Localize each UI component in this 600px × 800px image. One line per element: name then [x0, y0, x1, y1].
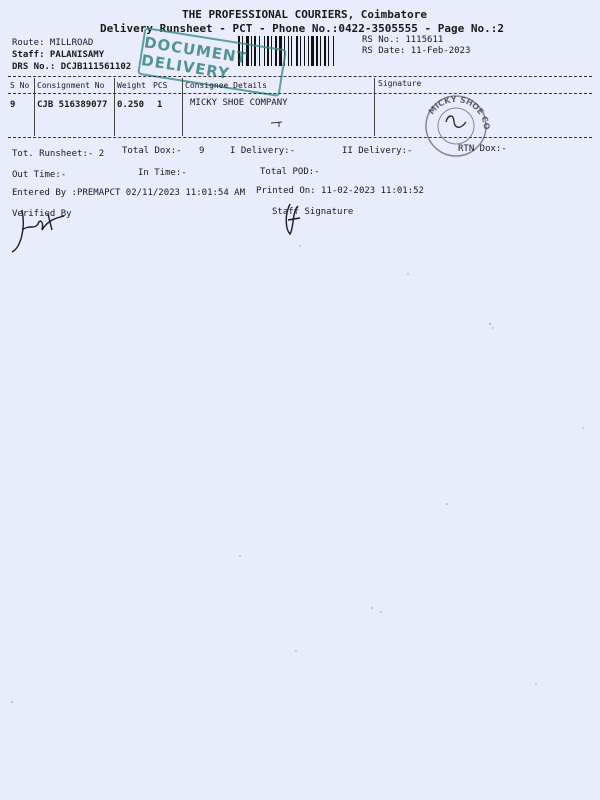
out-time: Out Time:- — [12, 170, 67, 180]
row-weight: 0.250 — [117, 100, 145, 110]
stamp-text: DOCUMENT DELIVERY — [140, 33, 249, 83]
runsheet-title: Delivery Runsheet - PCT - Phone No.:0422-3505555 - Page No.:2 — [100, 22, 504, 35]
staff-label: Staff: PALANISAMY — [12, 50, 105, 60]
verified-by: Verified By — [12, 209, 72, 219]
row-pcs: 1 — [157, 100, 163, 110]
total-runsheet: Tot. Runsheet:- 2 — [12, 149, 105, 159]
ii-delivery: II Delivery:- — [342, 146, 413, 156]
staff-signature-label: Staff Signature — [272, 207, 354, 217]
total-dox-label: Total Dox:- — [122, 146, 182, 156]
drs-number: DRS No.: DCJB111561102 — [12, 62, 132, 72]
entered-by: Entered By :PREMAPCT 02/11/2023 11:01:54 AM — [12, 188, 245, 198]
total-dox-value: 9 — [199, 146, 205, 156]
rtn-dox: RTN Dox:- — [458, 144, 507, 154]
row-details: MICKY SHOE COMPANY — [190, 98, 288, 108]
rs-date: RS Date: 11-Feb-2023 — [362, 46, 471, 56]
header-consignment: Consignment No — [37, 81, 105, 90]
header-pcs: PCS — [153, 81, 168, 90]
printed-on: Printed On: 11-02-2023 11:01:52 — [256, 186, 424, 196]
seal-text: MICKY SHOE CO — [426, 94, 492, 130]
in-time: In Time:- — [138, 168, 187, 178]
total-pod: Total POD:- — [260, 167, 320, 177]
company-title: THE PROFESSIONAL COURIERS, Coimbatore — [182, 8, 428, 21]
i-delivery: I Delivery:- — [230, 146, 296, 156]
header-signature: Signature — [378, 79, 422, 88]
header-sno: S No — [10, 81, 30, 90]
header-details: Consignee Details — [185, 81, 267, 90]
rs-number: RS No.: 1115611 — [362, 35, 444, 45]
row-sno: 9 — [10, 100, 16, 110]
route-label: Route: MILLROAD — [12, 38, 94, 48]
header-weight: Weight — [117, 81, 146, 90]
row-consignment: CJB 516389077 — [37, 100, 108, 110]
